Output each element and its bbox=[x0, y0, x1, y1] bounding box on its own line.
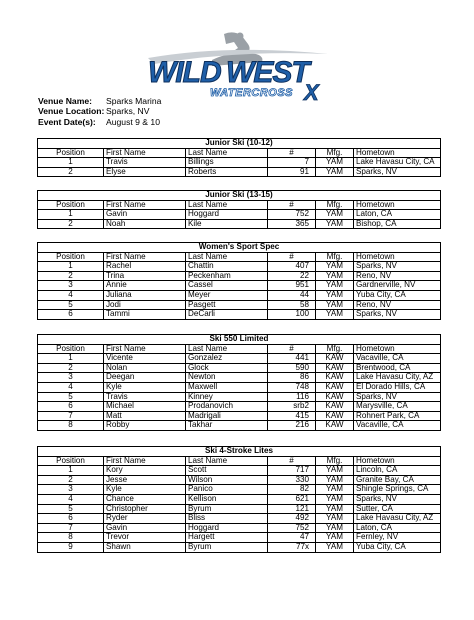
last-name-cell: DeCarli bbox=[186, 310, 268, 320]
number-cell: 47 bbox=[268, 533, 316, 543]
number-cell: 621 bbox=[268, 494, 316, 504]
table-row bbox=[38, 354, 441, 364]
first-name-header: First Name bbox=[104, 252, 186, 262]
mfg-cell: KAW bbox=[316, 363, 354, 373]
mfg-header: Mfg. bbox=[316, 252, 354, 262]
first-name-cell: Gavin bbox=[104, 523, 186, 533]
mfg-cell: YAM bbox=[316, 475, 354, 485]
position-cell: 5 bbox=[38, 392, 104, 402]
last-name-cell: Hoggard bbox=[186, 523, 268, 533]
table-row bbox=[38, 210, 441, 220]
last-name-cell: Panico bbox=[186, 485, 268, 495]
class-title: Junior Ski (13-15) bbox=[38, 191, 441, 201]
event-date-label: Event Date(s): bbox=[38, 116, 96, 127]
number-cell: 752 bbox=[268, 210, 316, 220]
table-row bbox=[38, 523, 441, 533]
hometown-cell: Reno, NV bbox=[354, 300, 441, 310]
number-cell: 492 bbox=[268, 514, 316, 524]
table-row bbox=[38, 421, 441, 431]
hometown-cell: Lake Havasu City, AZ bbox=[354, 373, 441, 383]
hometown-header: Hometown bbox=[354, 200, 441, 210]
number-cell: 82 bbox=[268, 485, 316, 495]
number-cell: 951 bbox=[268, 281, 316, 291]
last-name-cell: Hoggard bbox=[186, 210, 268, 220]
table-row bbox=[38, 167, 441, 177]
number-cell: 752 bbox=[268, 523, 316, 533]
results-table bbox=[37, 138, 441, 177]
position-cell: 1 bbox=[38, 158, 104, 168]
hometown-cell: Shingle Springs, CA bbox=[354, 485, 441, 495]
results-table bbox=[37, 242, 441, 320]
last-name-header: Last Name bbox=[186, 200, 268, 210]
class-title: Ski 4-Stroke Lites bbox=[38, 447, 441, 457]
position-cell: 2 bbox=[38, 271, 104, 281]
table-row bbox=[38, 310, 441, 320]
mfg-cell: KAW bbox=[316, 392, 354, 402]
hometown-cell: Sparks, NV bbox=[354, 392, 441, 402]
hometown-cell: Fernley, NV bbox=[354, 533, 441, 543]
first-name-cell: Chance bbox=[104, 494, 186, 504]
first-name-header: First Name bbox=[104, 344, 186, 354]
first-name-cell: Jodi bbox=[104, 300, 186, 310]
table-row bbox=[38, 402, 441, 412]
results-table bbox=[37, 446, 441, 553]
position-cell: 4 bbox=[38, 382, 104, 392]
first-name-cell: Deegan bbox=[104, 373, 186, 383]
last-name-cell: Maxwell bbox=[186, 382, 268, 392]
position-cell: 7 bbox=[38, 411, 104, 421]
hometown-cell: Gardnerville, NV bbox=[354, 281, 441, 291]
table-row bbox=[38, 363, 441, 373]
position-cell: 1 bbox=[38, 262, 104, 272]
number-header: # bbox=[268, 456, 316, 466]
number-cell: 121 bbox=[268, 504, 316, 514]
table-row bbox=[38, 158, 441, 168]
first-name-cell: Tammi bbox=[104, 310, 186, 320]
mfg-header: Mfg. bbox=[316, 456, 354, 466]
number-cell: 330 bbox=[268, 475, 316, 485]
position-cell: 3 bbox=[38, 485, 104, 495]
hometown-cell: Laton, CA bbox=[354, 523, 441, 533]
table-row bbox=[38, 475, 441, 485]
first-name-cell: Travis bbox=[104, 158, 186, 168]
hometown-cell: Lake Havasu City, CA bbox=[354, 158, 441, 168]
results-section bbox=[37, 138, 440, 177]
hometown-header: Hometown bbox=[354, 252, 441, 262]
last-name-cell: Wilson bbox=[186, 475, 268, 485]
number-cell: 86 bbox=[268, 373, 316, 383]
table-row bbox=[38, 466, 441, 476]
table-row bbox=[38, 485, 441, 495]
number-header: # bbox=[268, 148, 316, 158]
mfg-header: Mfg. bbox=[316, 148, 354, 158]
first-name-cell: Juliana bbox=[104, 290, 186, 300]
wild-west-watercross-logo bbox=[128, 30, 344, 102]
number-cell: 91 bbox=[268, 167, 316, 177]
last-name-cell: Pasgett bbox=[186, 300, 268, 310]
mfg-cell: KAW bbox=[316, 373, 354, 383]
position-cell: 5 bbox=[38, 504, 104, 514]
first-name-cell: Shawn bbox=[104, 542, 186, 552]
last-name-cell: Prodanovich bbox=[186, 402, 268, 412]
last-name-cell: Kinney bbox=[186, 392, 268, 402]
first-name-cell: Trina bbox=[104, 271, 186, 281]
last-name-cell: Madrigali bbox=[186, 411, 268, 421]
position-cell: 2 bbox=[38, 363, 104, 373]
mfg-cell: YAM bbox=[316, 210, 354, 220]
number-cell: 77x bbox=[268, 542, 316, 552]
first-name-cell: Matt bbox=[104, 411, 186, 421]
mfg-cell: YAM bbox=[316, 262, 354, 272]
hometown-header: Hometown bbox=[354, 148, 441, 158]
header-row bbox=[38, 252, 441, 262]
number-cell: 365 bbox=[268, 219, 316, 229]
class-title: Ski 550 Limited bbox=[38, 335, 441, 345]
hometown-cell: Lake Havasu City, AZ bbox=[354, 514, 441, 524]
position-header: Position bbox=[38, 148, 104, 158]
table-row bbox=[38, 262, 441, 272]
hometown-header: Hometown bbox=[354, 456, 441, 466]
position-cell: 3 bbox=[38, 373, 104, 383]
last-name-cell: Kile bbox=[186, 219, 268, 229]
first-name-cell: Rachel bbox=[104, 262, 186, 272]
position-cell: 6 bbox=[38, 402, 104, 412]
position-cell: 4 bbox=[38, 290, 104, 300]
hometown-cell: Marysville, CA bbox=[354, 402, 441, 412]
first-name-cell: Ryder bbox=[104, 514, 186, 524]
table-row bbox=[38, 533, 441, 543]
position-header: Position bbox=[38, 456, 104, 466]
position-cell: 3 bbox=[38, 281, 104, 291]
table-row bbox=[38, 300, 441, 310]
table-row bbox=[38, 542, 441, 552]
hometown-cell: Sparks, NV bbox=[354, 494, 441, 504]
position-cell: 2 bbox=[38, 167, 104, 177]
mfg-cell: YAM bbox=[316, 167, 354, 177]
header-row bbox=[38, 200, 441, 210]
position-cell: 7 bbox=[38, 523, 104, 533]
number-cell: 590 bbox=[268, 363, 316, 373]
position-header: Position bbox=[38, 200, 104, 210]
first-name-cell: Travis bbox=[104, 392, 186, 402]
hometown-cell: Reno, NV bbox=[354, 271, 441, 281]
position-cell: 6 bbox=[38, 514, 104, 524]
last-name-header: Last Name bbox=[186, 344, 268, 354]
mfg-cell: KAW bbox=[316, 402, 354, 412]
first-name-cell: Gavin bbox=[104, 210, 186, 220]
position-cell: 1 bbox=[38, 354, 104, 364]
first-name-cell: Annie bbox=[104, 281, 186, 291]
position-cell: 6 bbox=[38, 310, 104, 320]
position-cell: 9 bbox=[38, 542, 104, 552]
table-row bbox=[38, 382, 441, 392]
last-name-cell: Takhar bbox=[186, 421, 268, 431]
last-name-cell: Hargett bbox=[186, 533, 268, 543]
results-table bbox=[37, 190, 441, 229]
position-header: Position bbox=[38, 344, 104, 354]
results-section bbox=[37, 334, 440, 431]
header-row bbox=[38, 344, 441, 354]
results-section bbox=[37, 446, 440, 553]
position-cell: 8 bbox=[38, 421, 104, 431]
mfg-cell: YAM bbox=[316, 485, 354, 495]
first-name-cell: Kyle bbox=[104, 382, 186, 392]
last-name-cell: Bliss bbox=[186, 514, 268, 524]
number-cell: 22 bbox=[268, 271, 316, 281]
logo-x-mark: X bbox=[304, 80, 319, 102]
number-cell: 116 bbox=[268, 392, 316, 402]
mfg-cell: YAM bbox=[316, 494, 354, 504]
position-cell: 2 bbox=[38, 475, 104, 485]
hometown-cell: Yuba City, CA bbox=[354, 542, 441, 552]
mfg-header: Mfg. bbox=[316, 344, 354, 354]
hometown-cell: Lincoln, CA bbox=[354, 466, 441, 476]
header-row bbox=[38, 456, 441, 466]
table-row bbox=[38, 373, 441, 383]
hometown-cell: Yuba City, CA bbox=[354, 290, 441, 300]
venue-name-label: Venue Name: bbox=[38, 96, 92, 106]
hometown-cell: Rohnert Park, CA bbox=[354, 411, 441, 421]
first-name-cell: Christopher bbox=[104, 504, 186, 514]
mfg-cell: YAM bbox=[316, 290, 354, 300]
mfg-cell: YAM bbox=[316, 158, 354, 168]
hometown-cell: Vacaville, CA bbox=[354, 354, 441, 364]
hometown-cell: Granite Bay, CA bbox=[354, 475, 441, 485]
venue-info bbox=[38, 96, 161, 127]
number-cell: 748 bbox=[268, 382, 316, 392]
first-name-cell: Kory bbox=[104, 466, 186, 476]
mfg-cell: YAM bbox=[316, 533, 354, 543]
position-cell: 4 bbox=[38, 494, 104, 504]
event-date: August 9 & 10 bbox=[106, 116, 160, 127]
table-row bbox=[38, 290, 441, 300]
logo-watercross-text: WATERCROSS bbox=[210, 87, 294, 99]
last-name-cell: Byrum bbox=[186, 542, 268, 552]
results-table bbox=[37, 334, 441, 431]
position-cell: 2 bbox=[38, 219, 104, 229]
venue-name: Sparks Marina bbox=[106, 96, 162, 106]
last-name-cell: Cassel bbox=[186, 281, 268, 291]
number-cell: 415 bbox=[268, 411, 316, 421]
number-header: # bbox=[268, 200, 316, 210]
table-row bbox=[38, 504, 441, 514]
hometown-cell: El Dorado Hills, CA bbox=[354, 382, 441, 392]
first-name-header: First Name bbox=[104, 148, 186, 158]
number-cell: 44 bbox=[268, 290, 316, 300]
first-name-cell: Kyle bbox=[104, 485, 186, 495]
hometown-cell: Vacaville, CA bbox=[354, 421, 441, 431]
mfg-cell: YAM bbox=[316, 542, 354, 552]
number-header: # bbox=[268, 252, 316, 262]
mfg-cell: YAM bbox=[316, 466, 354, 476]
table-row bbox=[38, 271, 441, 281]
first-name-cell: Elyse bbox=[104, 167, 186, 177]
venue-location-label: Venue Location: bbox=[38, 106, 105, 117]
table-row bbox=[38, 514, 441, 524]
last-name-cell: Meyer bbox=[186, 290, 268, 300]
last-name-header: Last Name bbox=[186, 252, 268, 262]
last-name-cell: Billings bbox=[186, 158, 268, 168]
hometown-header: Hometown bbox=[354, 344, 441, 354]
last-name-cell: Scott bbox=[186, 466, 268, 476]
mfg-header: Mfg. bbox=[316, 200, 354, 210]
hometown-cell: Laton, CA bbox=[354, 210, 441, 220]
last-name-cell: Kellison bbox=[186, 494, 268, 504]
mfg-cell: YAM bbox=[316, 514, 354, 524]
header-row bbox=[38, 148, 441, 158]
last-name-cell: Peckenham bbox=[186, 271, 268, 281]
mfg-cell: KAW bbox=[316, 382, 354, 392]
number-cell: 717 bbox=[268, 466, 316, 476]
mfg-cell: YAM bbox=[316, 271, 354, 281]
table-row bbox=[38, 411, 441, 421]
number-header: # bbox=[268, 344, 316, 354]
logo-wild-text: WILD bbox=[148, 56, 221, 89]
mfg-cell: YAM bbox=[316, 504, 354, 514]
first-name-cell: Michael bbox=[104, 402, 186, 412]
table-row bbox=[38, 219, 441, 229]
first-name-cell: Vicente bbox=[104, 354, 186, 364]
first-name-cell: Nolan bbox=[104, 363, 186, 373]
first-name-header: First Name bbox=[104, 456, 186, 466]
results-section bbox=[37, 190, 440, 229]
mfg-cell: KAW bbox=[316, 354, 354, 364]
venue-location: Sparks, NV bbox=[106, 106, 150, 117]
number-cell: 216 bbox=[268, 421, 316, 431]
position-header: Position bbox=[38, 252, 104, 262]
hometown-cell: Sparks, NV bbox=[354, 262, 441, 272]
number-cell: 7 bbox=[268, 158, 316, 168]
first-name-cell: Jesse bbox=[104, 475, 186, 485]
number-cell: 58 bbox=[268, 300, 316, 310]
mfg-cell: YAM bbox=[316, 281, 354, 291]
last-name-cell: Gonzalez bbox=[186, 354, 268, 364]
first-name-cell: Trevor bbox=[104, 533, 186, 543]
hometown-cell: Sparks, NV bbox=[354, 310, 441, 320]
first-name-cell: Noah bbox=[104, 219, 186, 229]
last-name-cell: Chattin bbox=[186, 262, 268, 272]
hometown-cell: Brentwood, CA bbox=[354, 363, 441, 373]
first-name-header: First Name bbox=[104, 200, 186, 210]
mfg-cell: KAW bbox=[316, 421, 354, 431]
number-cell: 441 bbox=[268, 354, 316, 364]
hometown-cell: Sutter, CA bbox=[354, 504, 441, 514]
table-row bbox=[38, 392, 441, 402]
hometown-cell: Bishop, CA bbox=[354, 219, 441, 229]
table-row bbox=[38, 494, 441, 504]
class-title: Women's Sport Spec bbox=[38, 243, 441, 253]
mfg-cell: YAM bbox=[316, 219, 354, 229]
position-cell: 1 bbox=[38, 210, 104, 220]
logo-west-text: WEST bbox=[226, 56, 309, 89]
last-name-cell: Roberts bbox=[186, 167, 268, 177]
last-name-cell: Byrum bbox=[186, 504, 268, 514]
first-name-cell: Robby bbox=[104, 421, 186, 431]
position-cell: 8 bbox=[38, 533, 104, 543]
mfg-cell: YAM bbox=[316, 300, 354, 310]
mfg-cell: KAW bbox=[316, 411, 354, 421]
mfg-cell: YAM bbox=[316, 523, 354, 533]
last-name-header: Last Name bbox=[186, 148, 268, 158]
hometown-cell: Sparks, NV bbox=[354, 167, 441, 177]
position-cell: 5 bbox=[38, 300, 104, 310]
position-cell: 1 bbox=[38, 466, 104, 476]
mfg-cell: YAM bbox=[316, 310, 354, 320]
number-cell: 407 bbox=[268, 262, 316, 272]
class-title: Junior Ski (10-12) bbox=[38, 139, 441, 149]
last-name-cell: Glock bbox=[186, 363, 268, 373]
results-section bbox=[37, 242, 440, 320]
table-row bbox=[38, 281, 441, 291]
number-cell: 100 bbox=[268, 310, 316, 320]
last-name-header: Last Name bbox=[186, 456, 268, 466]
last-name-cell: Newton bbox=[186, 373, 268, 383]
number-cell: srb2 bbox=[268, 402, 316, 412]
